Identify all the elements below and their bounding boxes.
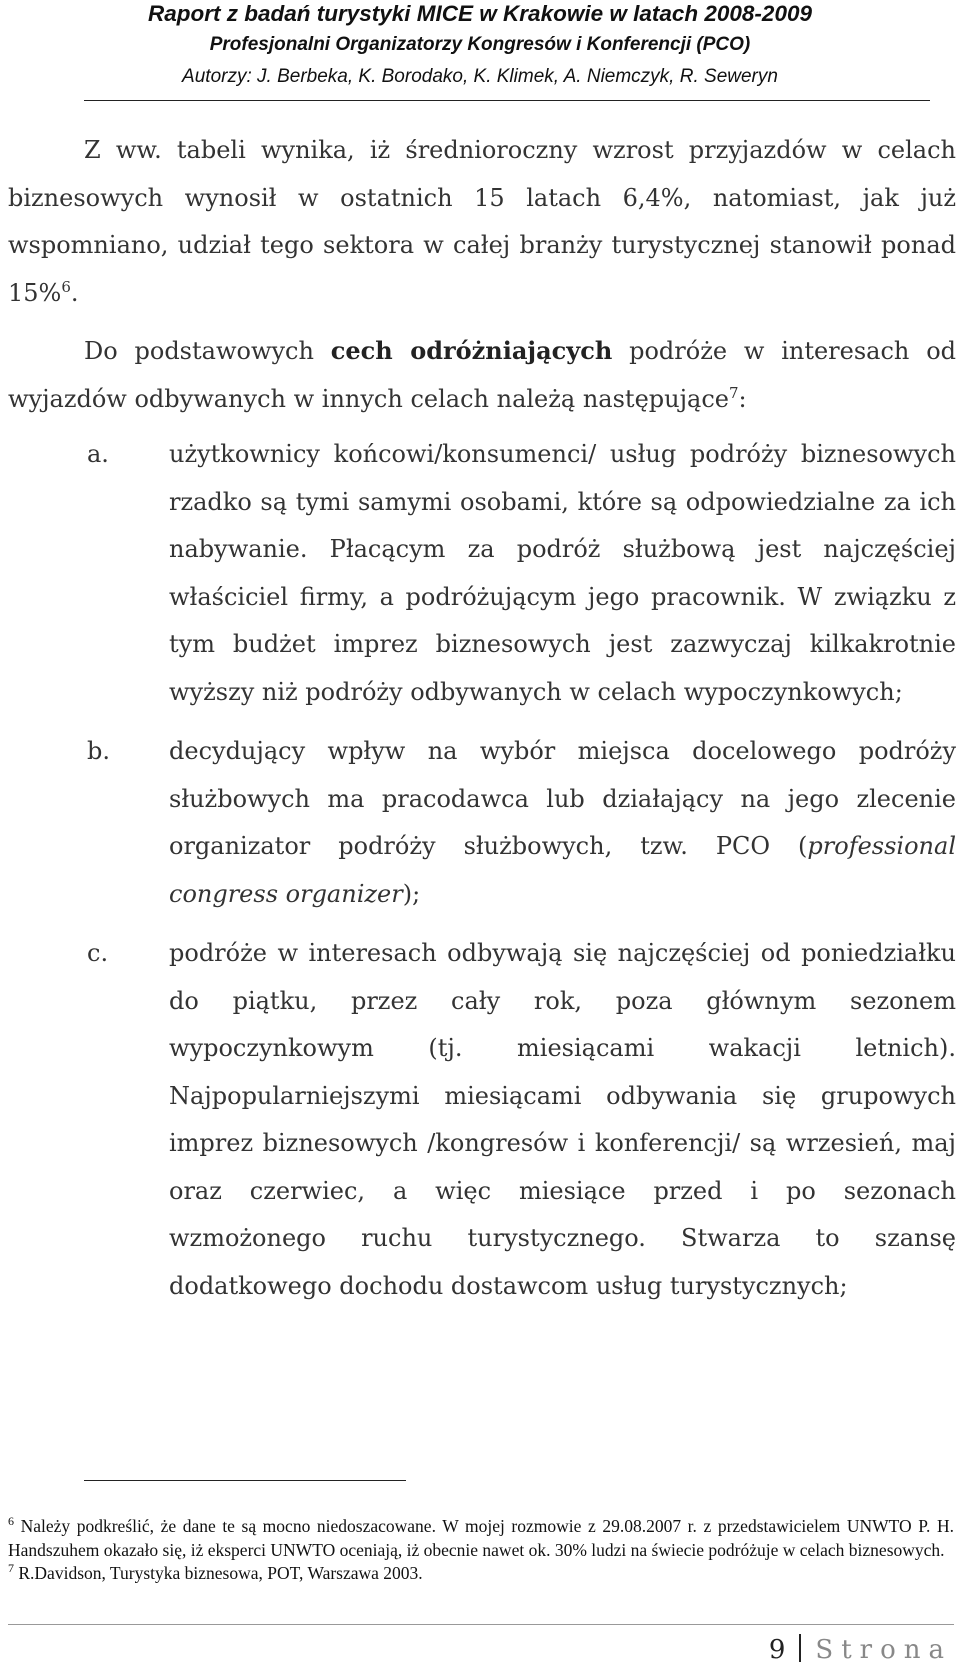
page-word: Strona — [815, 1635, 952, 1665]
footer-divider — [8, 1624, 954, 1625]
list-item-text: podróże w interesach odbywają się najczęściej od poniedziałku do piątku, przez cały rok, poza głównym sezonem wypoczynkowym (tj. miesiącami wakacji letnich). Najpopularniejszymi miesiącami odbywania się grupowych imprez biznesowych /kongresów i konferencji/ są wrzesień, maj oraz czerwiec, a więc miesiące przed i po sezonach wzmożonego ruchu turystycznego. Stwarza to szansę dodatkowego dochodu dostawcom usług turystycznych; — [169, 939, 956, 1300]
footnote-number: 6 — [8, 1514, 14, 1528]
list-item — [8, 930, 956, 1310]
paragraph-2-post: podróże w interesach od wyjazdów odbywanych w innych celach należą następujące — [8, 337, 957, 413]
footnote-number: 7 — [8, 1561, 14, 1575]
list-item-text: decydujący wpływ na wybór miejsca docelowego podróży służbowych ma pracodawca lub działający na jego zlecenie organizator podróży służbowych, tzw. PCO ( — [169, 737, 956, 860]
paragraph-2-pre: Do podstawowych — [84, 337, 331, 365]
page-header — [0, 0, 960, 92]
footnote-divider — [84, 1480, 406, 1481]
paragraph-2 — [8, 327, 956, 423]
list-item-text-end: ); — [402, 879, 421, 908]
list-item-text: użytkownicy końcowi/konsumenci/ usług podróży biznesowych rzadko są tymi samymi osobami, które są odpowiedzialne za ich nabywanie. Płacącym za podróż służbową jest najczęściej właściciel firmy, a podróżującym jego pracownik. W związku z tym budżet imprez biznesowych jest zazwyczaj kilkakrotnie wyższy niż podróży odbywanych w celach wypoczynkowych; — [169, 440, 956, 706]
report-title: Raport z badań turystyki MICE w Krakowie w latach 2008-2009 — [148, 1, 812, 26]
paragraph-1 — [8, 127, 956, 317]
page-footer — [769, 1634, 952, 1666]
footnote-text: Należy podkreślić, że dane te są mocno niedoszacowane. W mojej rozmowie z 29.08.2007 r. z przedstawicielem UNWTO P. H. Handszuhem okazało się, iż eksperci UNWTO oceniają, iż obecnie nawet ok. 30% ludzi na świecie podróżuje w celach biznesowych. — [8, 1516, 955, 1560]
list-item — [8, 728, 956, 918]
footnote-7 — [8, 1562, 954, 1586]
list-item-italic: professional congress organizer — [169, 832, 956, 908]
paragraph-1-end: . — [70, 278, 79, 307]
header-divider — [84, 100, 930, 101]
main-text — [8, 127, 956, 1322]
list-item — [8, 431, 956, 716]
report-authors: Autorzy: J. Berbeka, K. Borodako, K. Klimek, A. Niemczyk, R. Seweryn — [182, 66, 778, 87]
paragraph-1-text: Z ww. tabeli wynika, iż średnioroczny wzrost przyjazdów w celach biznesowych wynosił w ostatnich 15 latach 6,4%, natomiast, jak już wspomniano, udział tego sektora w całej branży turystycznej stanowił ponad 15% — [8, 136, 956, 307]
footnote-ref-6[interactable]: 6 — [61, 277, 71, 296]
footnote-ref-7[interactable]: 7 — [728, 383, 739, 402]
footnotes — [8, 1515, 954, 1586]
list-marker: c. — [87, 939, 109, 967]
list-marker: b. — [87, 737, 110, 765]
features-list — [8, 431, 956, 1310]
footnote-6 — [8, 1515, 954, 1562]
paragraph-2-end: : — [738, 384, 747, 413]
paragraph-2-bold: cech odróżniających — [330, 336, 613, 365]
report-subtitle: Profesjonalni Organizatorzy Kongresów i Konferencji (PCO) — [209, 34, 751, 55]
page-number: 9 — [768, 1635, 786, 1665]
footnote-text: R.Davidson, Turystyka biznesowa, POT, Warszawa 2003. — [18, 1563, 423, 1583]
footer-separator — [799, 1634, 801, 1662]
list-marker: a. — [87, 440, 109, 468]
